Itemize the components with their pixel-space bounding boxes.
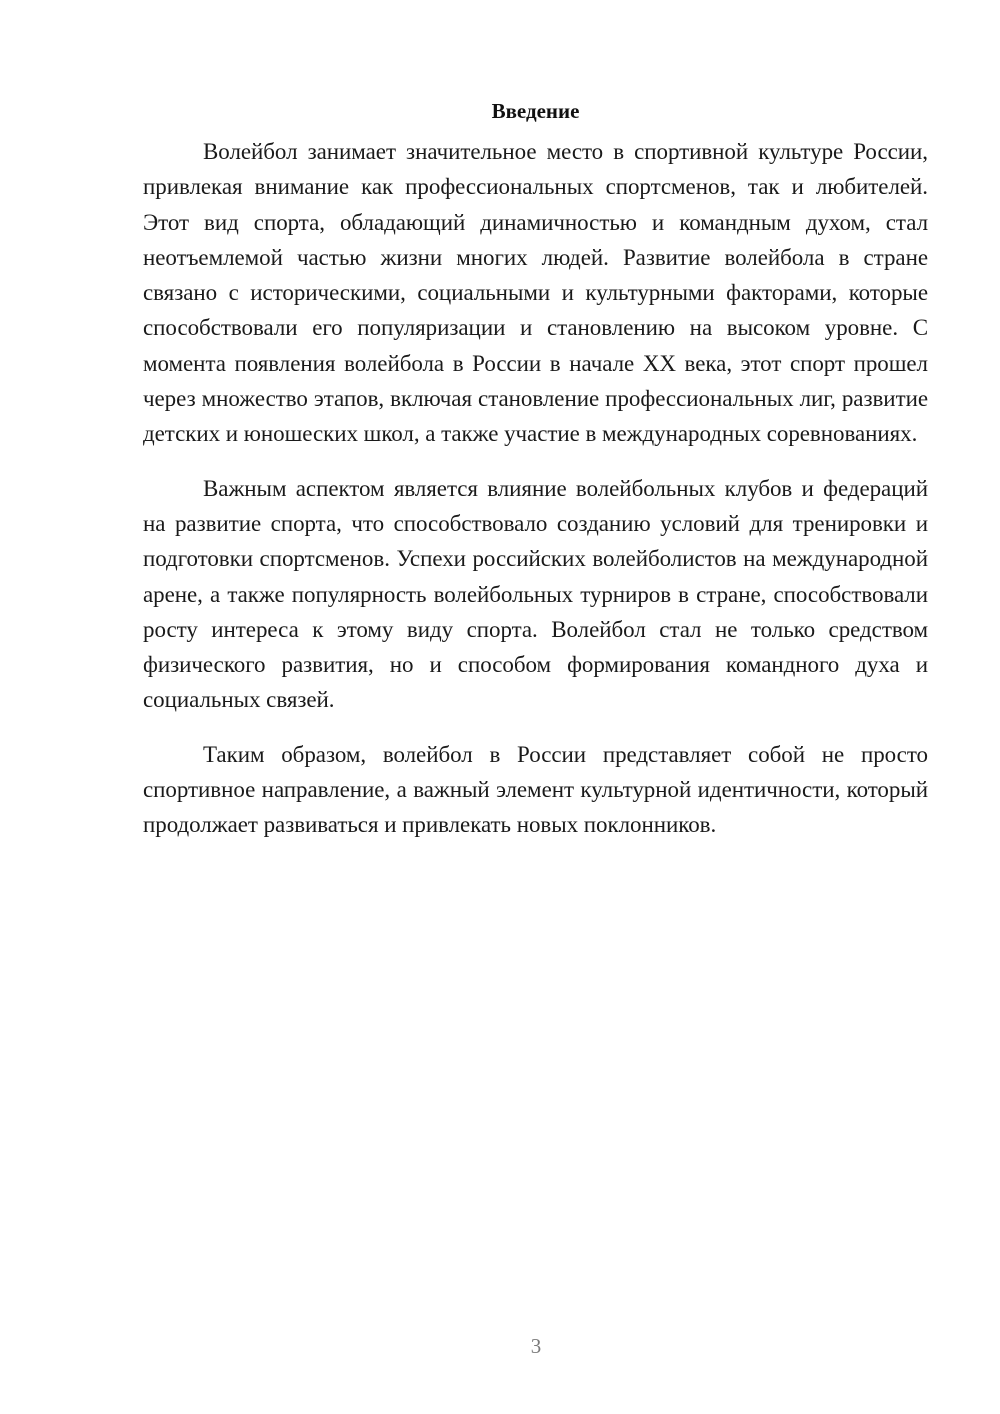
page-content: [143, 96, 928, 862]
page-number: 3: [530, 1334, 542, 1358]
section-title: Введение: [491, 99, 580, 123]
paragraph-3: Таким образом, волейбол в России представляет собой не просто спортивное направление, а важный элемент культурной идентичности, который продолжает развиваться и привлекать новых поклонников.: [143, 741, 928, 838]
paragraph-2: Важным аспектом является влияние волейбольных клубов и федераций на развитие спорта, что способствовало созданию условий для тренировки и подготовки спортсменов. Успехи российских волейболистов на международной арене, а также популярность волейбольных турниров в стране, способствовали росту интереса к этому виду спорта. Волейбол стал не только средством физического развития, но и способом формирования командного духа и социальных связей.: [143, 475, 928, 713]
paragraph-1: Волейбол занимает значительное место в спортивной культуре России, привлекая внимание как профессиональных спортсменов, так и любителей. Этот вид спорта, обладающий динамичностью и командным духом, стал неотъемлемой частью жизни многих людей. Развитие волейбола в стране связано с историческими, социальными и культурными факторами, которые способствовали его популяризации и становлению на высоком уровне. С момента появления волейбола в России в начале XX века, этот спорт прошел через множество этапов, включая становление профессиональных лиг, развитие детских и юношеских школ, а также участие в международных соревнованиях.: [143, 139, 928, 447]
